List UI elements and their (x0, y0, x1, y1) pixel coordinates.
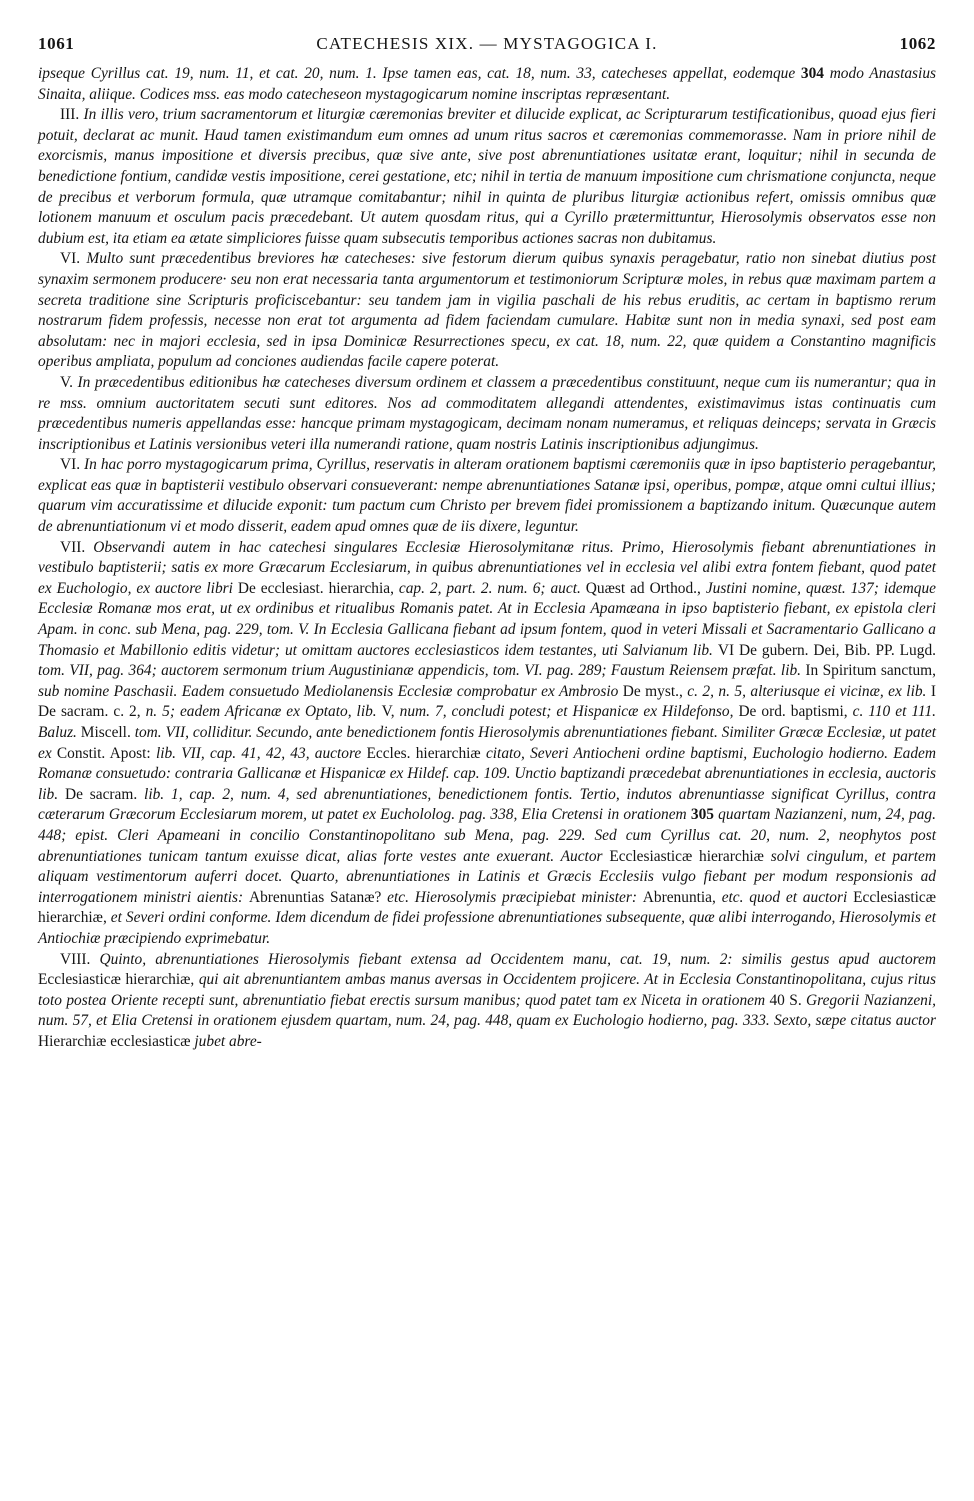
text-run: Hierarchiæ ecclesiasticæ (38, 1032, 195, 1050)
text-run: cap. 2, part. 2. num. 6; auct. (398, 579, 586, 597)
text-run: etc. Hierosolymis præcipiebat minister: (387, 888, 643, 906)
text-run: Quæst ad Orthod., (585, 579, 706, 597)
text-run: sub nomine Paschasii. Eadem consuetudo Mediolanensis Ecclesiæ comprobatur ex Ambrosio (38, 682, 623, 700)
text-run: Justini nomine, quæst. 137; idemque Ecclesiæ Romanæ mos erat, ut ex ordinibus et ritualibus Romanis patet. At in Ecclesia Apamæana in ipso baptisterio fiebant, ex epistola cleri Apam. in conc. sub Mena, pag. 229, tom. V. In Ecclesia Gallicana fiebant ad ipsum fontem, quod in veteri Missali et Sacramentario Gallicano a Thomasio et Mabillonio editis videtur; ut omittam auctores ecclesiasticos idem testantes, uti Salvianum lib. (38, 579, 936, 659)
text-run: Ecclesiasticæ hierarchiæ, (38, 971, 199, 989)
text-run: jubet abre- (194, 1032, 262, 1050)
text-run: In Spiritum sanctum, (805, 662, 936, 680)
text-run: Abrenuntia, (642, 888, 722, 906)
paragraph (38, 373, 936, 455)
page-number-right: 1062 (899, 34, 936, 53)
text-run: n. 5; eadem Africanæ ex Optato, lib. (145, 703, 382, 721)
text-run: Eccles. hierarchiæ (366, 744, 486, 762)
running-title: CATECHESIS XIX. — MYSTAGOGICA I. (316, 34, 658, 53)
margin-column-number: 305 (690, 806, 714, 824)
text-run: c. 110 et 111. Baluz. (38, 703, 936, 741)
text-run: VI. (60, 250, 87, 268)
running-head (38, 34, 936, 60)
continued-paragraph (38, 64, 936, 105)
text-run: c. 2, n. 5, alteriusque ei vicinæ, ex lib. (687, 682, 931, 700)
text-run: In illis vero, trium sacramentorum et liturgiæ cæremonias breviter et dilucide explicat, ac Scripturarum testificationibus, quoad ejus fieri potuit, declarat ac munit. Haud tamen existimandum eum omnes ad unum ritus sacros et cæremonias commemorasse. Nam in priore nihil de exorcismis, manus impositione et diversis precibus, quæ sive ante, sive post abrenuntiationes usitatæ erant, loquitur; nihil in secunda de benedictione fontium, candidæ vestis impositione, cerei gestatione, etc; nihil in tertia de manuum impositione cum chrismatione conjuncta, neque de precibus et verborum formula, quæ utramque comitabantur; nihil in quinta de pluribus liturgiæ actionibus refert, omissis omnibus quæ lotionem manuum et osculum pacis præcedebant. Ut autem quosdam ritus, qui a Cyrillo prætermittuntur, Hierosolymis observatos esse non dubium est, ita etiam ea ætate simpliciores fuisse quam subsecutis temporibus actiones sacras non dubitamus. (38, 106, 936, 247)
text-run: etc. quod et auctori (721, 888, 854, 906)
text-run: Quinto, abrenuntiationes Hierosolymis fiebant extensa ad Occidentem manu, cat. 19, num. 2: similis gestus apud auctorem (99, 950, 937, 968)
text-run: Constit. Apost: (56, 744, 156, 762)
text-run: citato, Severi Antiocheni ordine baptismi, Euchologio hodierno. Eadem Romanæ consuetudo: contraria Gallicanæ et Hispanicæ ex Hildef. cap. 109. Unctio baptizandi præcedebat abrenuntiationes in ecclesia, auctoris lib. (38, 744, 936, 803)
text-run: De myst., (622, 682, 688, 700)
paragraph (38, 105, 936, 249)
text-run: VI. (60, 456, 85, 474)
text-run: solvi cingulum, et partem aliquam vestimentorum auferri docet. Quarto, abrenuntiationes in Latinis et Græcis Ecclesiis vulgo fiebant per modum responsionis ad interrogationem ministri aientis: (38, 847, 937, 906)
text-run: modo Anastasius Sinaita, aliique. Codices mss. eas modo catecheseon mystagogicarum nomine inscriptas repræsentant. (38, 65, 937, 103)
text-run: III. (60, 106, 84, 124)
text-run: qui ait abrenuntiantem ambas manus aversas in Occidentem projicere. At in Ecclesia Constantinopolitana, cujus ritus toto postea Oriente recepti sunt, abrenuntiatio fiebat erectis sursum manibus; quod patet tam ex Niceta in orationem (38, 971, 936, 1009)
paragraph (38, 950, 936, 1053)
text-run: lib. VII, cap. 41, 42, 43, auctore (155, 744, 367, 762)
text-run: V. (60, 373, 78, 391)
paragraph (38, 249, 936, 373)
text-run: VIII. (60, 950, 100, 968)
text-run: tom. VII, colliditur. Secundo, ante benedictionem fontis Hierosolymis abrenuntiationes fiebant. Similiter Græcæ Ecclesiæ, ut patet ex (38, 724, 936, 762)
text-run: De sacram. (64, 785, 145, 803)
paragraph (38, 455, 936, 537)
text-run: I De sacram. c. 2, (38, 682, 936, 721)
text-run: Observandi autem in hac catechesi singulares Ecclesiæ Hierosolymitanæ ritus. Primo, Hierosolymis fiebant abrenuntiationes in vestibulo baptisterii; satis ex more Græcarum Ecclesiarum, in quibus abrenuntiationes vel in ecclesia vel alibi extra fontem fiebant, quod patet ex Euchologio, ex auctore libri (38, 538, 936, 597)
text-run: De ecclesiast. hierarchia, (237, 579, 399, 597)
text-run: De ord. baptismi, (738, 703, 853, 721)
text-body (38, 64, 936, 1053)
text-run: ipseque Cyrillus cat. 19, num. 11, et cat. 20, num. 1. Ipse tamen eas, cat. 18, num. 33, catecheses appellat, eodemque (38, 65, 801, 82)
text-run: num. 7, concludi potest; et Hispanicæ ex Hildefonso, (399, 703, 739, 721)
text-run: et Severi ordini conforme. Idem dicendum de fidei professione abrenuntiationes subsequente, quæ alibi interrogando, Hierosolymis et Antiochiæ præcipiendo exprimebatur. (38, 909, 936, 947)
paragraph (38, 538, 936, 950)
text-run: Multo sunt præcedentibus breviores hæ catecheses: sive festorum dierum quibus synaxis peragebatur, ratio non sinebat diutius post synaxim sermonem producere· seu non erat necessaria tanta argumentorum et testimoniorum Scripturæ moles, in rebus quæ maximam partem a secreta traditione sine Scripturis proficiscebantur: seu tandem jam in vigilia paschali de his rebus eruditis, ac certam in baptismo rerum nostrarum fidem professis, necesse non erat tot argumenta ad fidem faciendam cumulare. Habitæ sunt non in media synaxi, sed post eam absolutam: nec in majori ecclesia, sed in ipsa Dominicæ Resurrectiones specu, ex cat. 18, num. 22, quæ quidem a Constantino magnificis operibus ampliata, populum ad conciones audiendas facile capere poterat. (38, 250, 936, 371)
text-run: quartam Nazianzeni, num, 24, pag. 448; epist. Cleri Apameani in concilio Constantinopolitano sub Mena, pag. 229. Sed cum Cyrillus cat. 20, num. 2, neophytos post abrenuntiationes tunicam tantum exuisse dicat, alias forte vestes ante exuerant. Auctor (38, 806, 936, 865)
text-run: VI De gubern. Dei, Bib. PP. Lugd. (717, 641, 936, 659)
text-run: In hac porro mystagogicarum prima, Cyrillus, reservatis in alteram orationem baptismi cæremoniis quæ in ipso baptisterio peragebantur, explicat eas quæ in baptisterii vestibulo observari consueverant: nempe abrenuntiationes Satanæ ipsi, operibus, pompæ, atque omni cultui illius; quarum vim accuratissime et dilucide exponit: tum pactum cum Christo per brevem fidei promissionem a baptizando initum. Quæcunque autem de abrenuntiationum vi et modo disserit, eadem apud omnes quæ de iis dixere, leguntur. (38, 456, 936, 536)
text-run: Ecclesiasticæ hierarchiæ (609, 847, 771, 865)
text-run: tom. VII, pag. 364; auctorem sermonum trium Augustinianæ appendicis, tom. VI. pag. 289; Faustum Reiensem præfat. lib. (38, 662, 806, 680)
page-number-left: 1061 (38, 34, 75, 53)
text-run: 40 S. (769, 991, 807, 1009)
text-run: Abrenuntias Satanæ? (248, 888, 388, 906)
margin-column-number: 304 (800, 65, 824, 82)
text-run: lib. 1, cap. 2, num. 4, sed abrenuntiationes, benedictionem fontis. Tertio, indutos abrenuntiasse significat Cyrillus, contra cæterarum Græcorum Ecclesiarum morem, ut patet ex Euchololog. pag. 338, Elia Cretensi in orationem (38, 785, 936, 824)
text-run: VII. (60, 538, 94, 556)
text-run: In præcedentibus editionibus hæ catecheses diversum ordinem et classem a præcedentibus constituunt, neque cum iis numerantur; qua in re mss. omnium auctoritatem secuti sunt editores. Nos ad commoditatem allegandi attendentes, existimavimus istas continuatis cum præcedentibus numeris appellandas esse: hancque primam mystagogicam, decimam nonam numeramus, et reliquas deinceps; servata in Græcis inscriptionibus et Latinis versionibus veteri illa numerandi ratione, quam nostris Latinis inscriptionibus adjungimus. (38, 373, 936, 453)
text-run: V, (381, 703, 400, 721)
text-run: Miscell. (80, 724, 135, 741)
text-run: Gregorii Nazianzeni, num. 57, et Elia Cretensi in orationem ejusdem quartam, num. 24, pag. 448, quam ex Euchologio hodierno, pag. 333. Sexto, sæpe citatus auctor (38, 991, 936, 1030)
text-run: Ecclesiasticæ hierarchiæ, (38, 888, 936, 927)
